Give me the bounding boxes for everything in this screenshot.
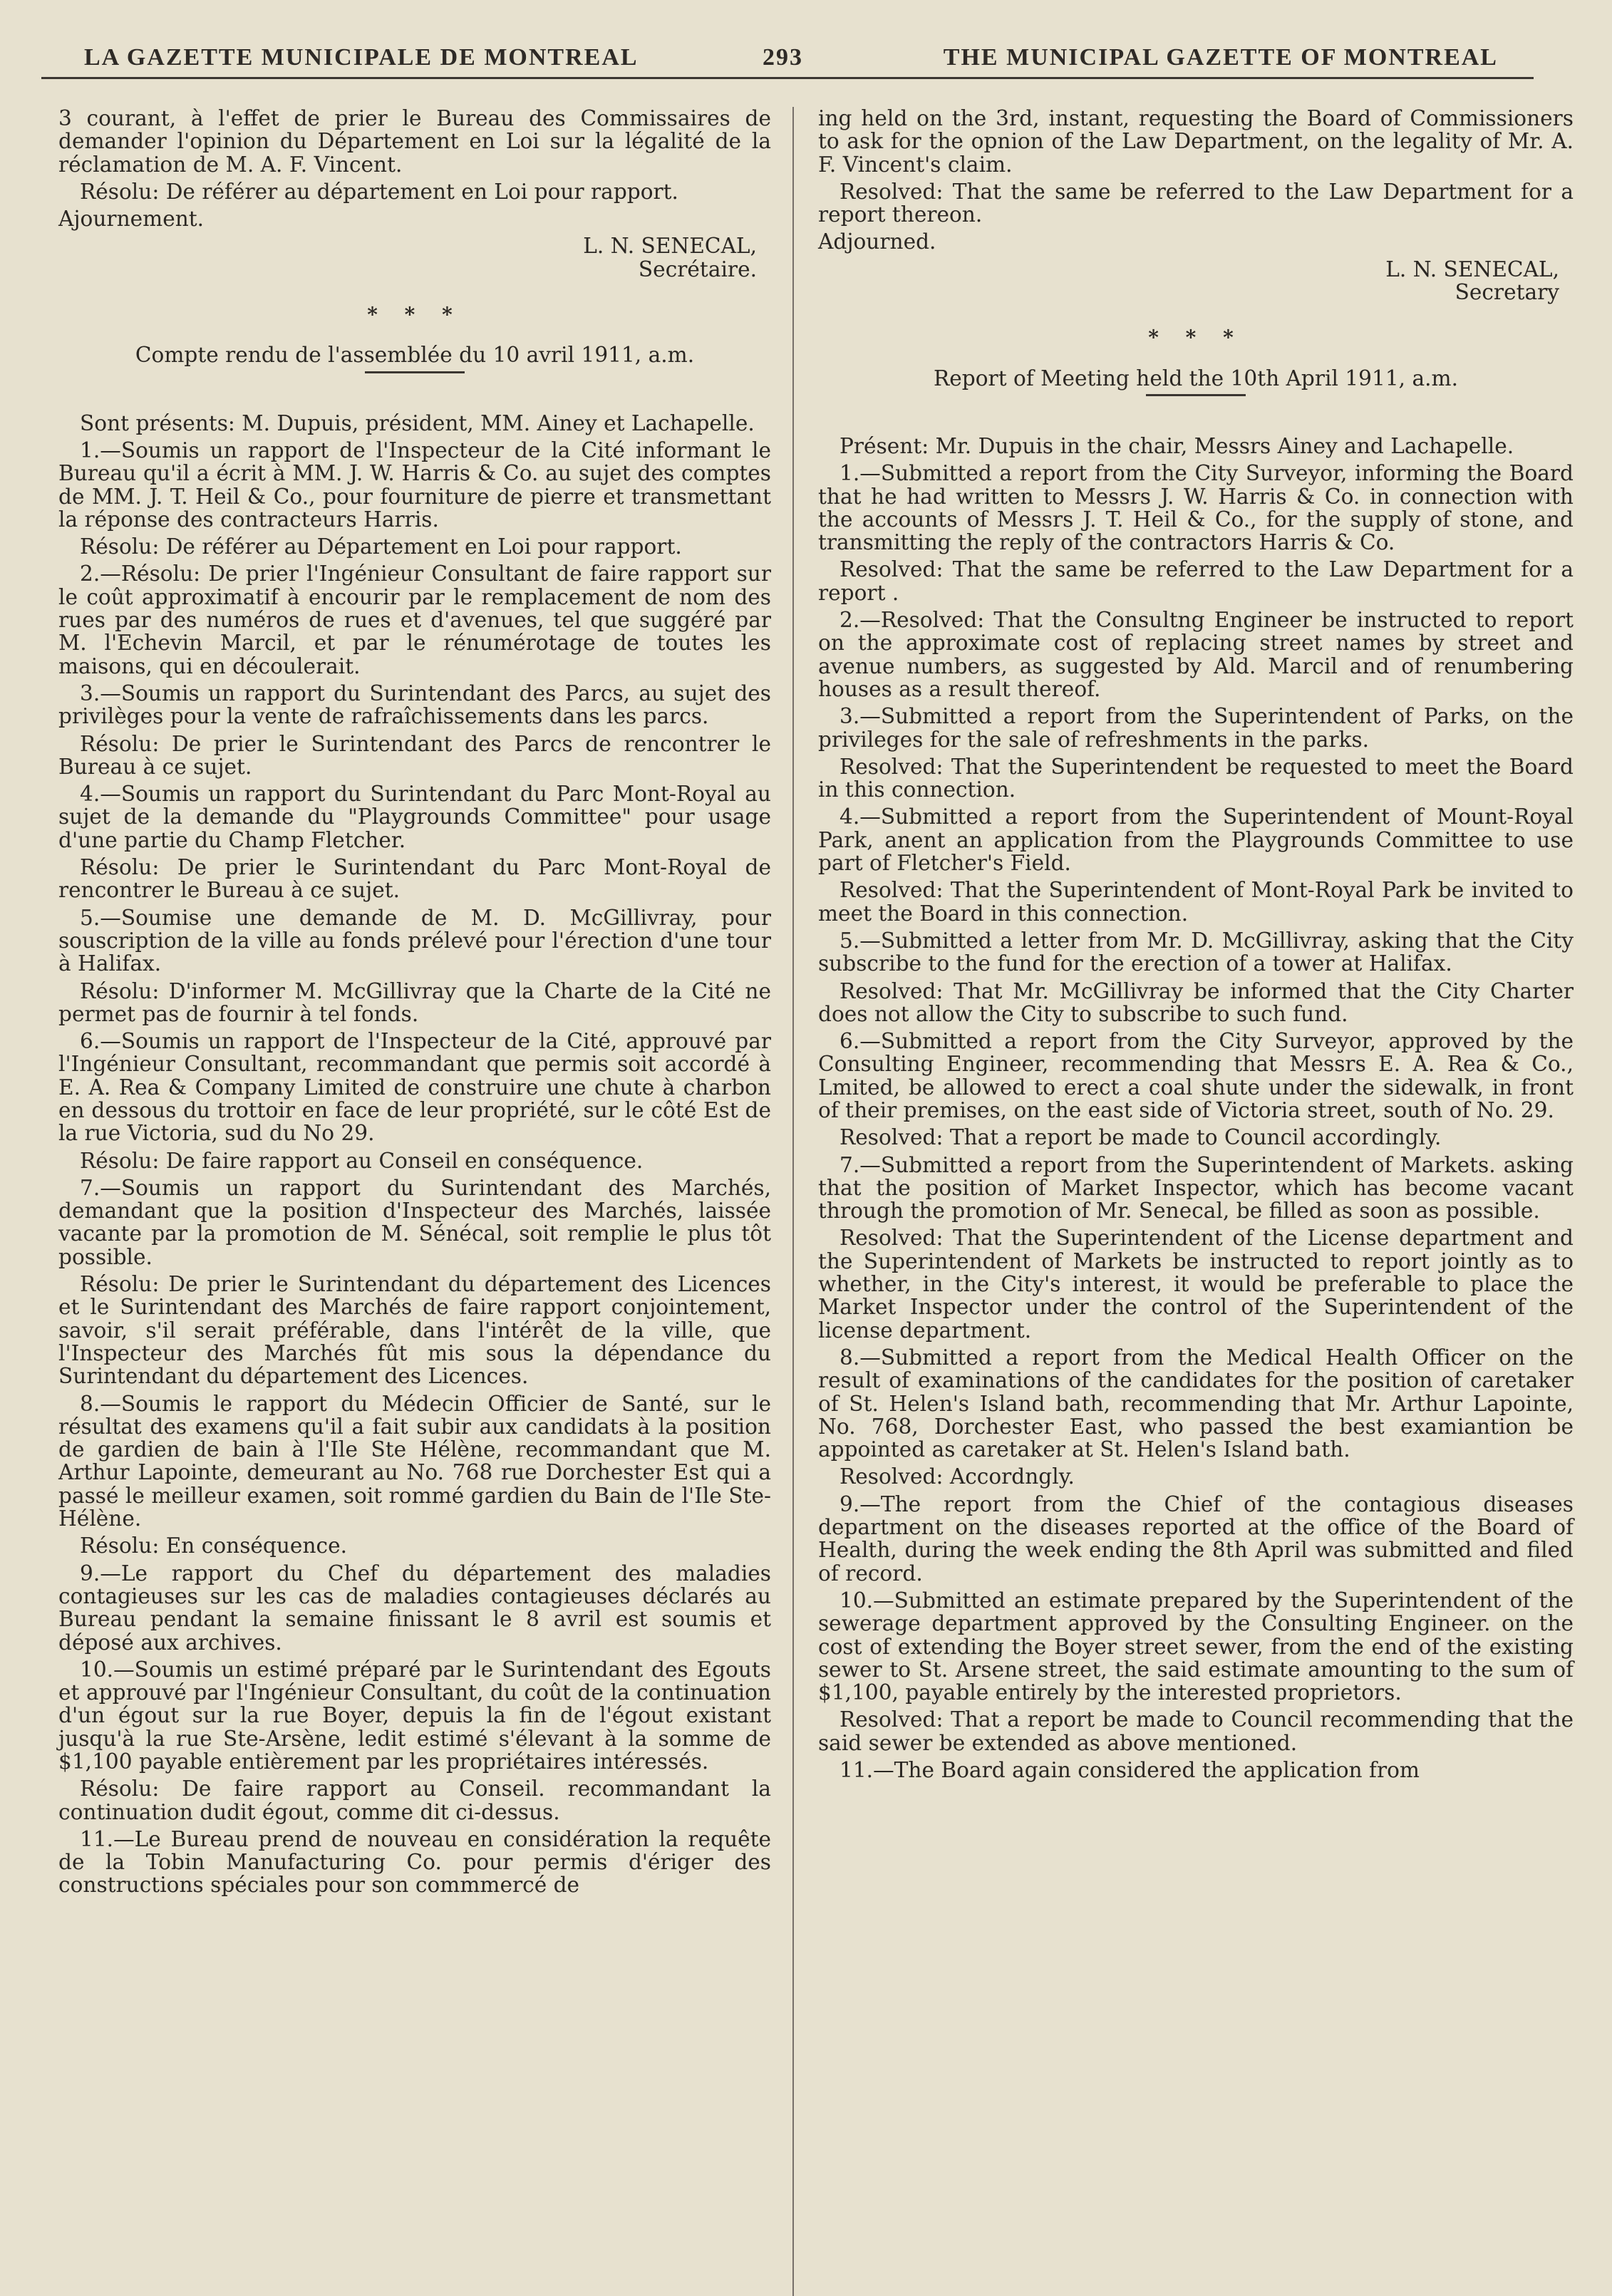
meeting-heading: Compte rendu de l'assemblée du 10 avril 1911, a.m.: [135, 343, 695, 368]
minutes-paragraph: 1.—Soumis un rapport de l'Inspecteur de la Cité informant le Bureau qu'il a écrit à MM. J. W. Harris & Co. au sujet des comptes de MM. J. T. Heil & Co., pour fourniture de pierre et transmettant la réponse des contracteurs Harris.: [58, 438, 771, 532]
minutes-paragraph: 6.—Soumis un rapport de l'Inspecteur de la Cité, approuvé par l'Ingénieur Consultant, recommandant que permis soit accordé à E. A. Rea & Company Limited de construire une chute à charbon en dessous du trottoir en face de leur propriété, sur le côté Est de la rue Victoria, sud du No 29.: [58, 1029, 771, 1146]
signature-block: [58, 234, 757, 281]
section-separator: * * *: [1148, 326, 1244, 350]
minutes-paragraph: 9.—The report from the Chief of the contagious diseases department on the diseases reported at the office of the Board of Health, during the week ending the 8th April was submitted and filed of record.: [818, 1491, 1574, 1586]
intro-resolved: Resolved: That the same be referred to the Law Department for a report thereon.: [818, 179, 1574, 227]
minutes-paragraph: Résolu: De prier le Surintendant du département des Licences et le Surintendant des Marchés de faire rapport conjointement, savoir, s'il serait préférable, dans l'intérêt de la ville, que l'Inspecteur des Marchés fût mis sous la dépendance du Surintendant du département des Licences.: [58, 1272, 771, 1389]
attendance: Présent: Mr. Dupuis in the chair, Messrs Ainey and Lachapelle.: [839, 433, 1514, 458]
minutes-paragraph: 3.—Soumis un rapport du Surintendant des Parcs, au sujet des privilèges pour la vente de rafraîchissements dans les parcs.: [58, 681, 771, 729]
intro-paragraph: 3 courant, à l'effet de prier le Bureau des Commissaires de demander l'opinion du Département en Loi sur la légalité de la réclamation de M. A. F. Vincent.: [58, 106, 771, 177]
intro-paragraph: ing held on the 3rd, instant, requesting the Board of Commissioners to ask for the opnion of the Law Department, on the legality of Mr. A. F. Vincent's claim.: [818, 106, 1574, 177]
minutes-paragraph: 9.—Le rapport du Chef du département des maladies contagieuses sur les cas de maladies contagieuses déclarés au Bureau pendant la semaine finissant le 8 avril est soumis et déposé aux archives.: [58, 1561, 771, 1655]
section-separator: * * *: [367, 303, 463, 327]
minutes-paragraph: Resolved: That the same be referred to the Law Department for a report .: [818, 557, 1574, 605]
minutes-paragraph: Résolu: De faire rapport au Conseil. recommandant la continuation dudit égout, comme dit ci-dessus.: [58, 1777, 771, 1824]
french-column: [58, 107, 771, 1901]
minutes-paragraph: Resolved: That the Superintendent be requested to meet the Board in this connection.: [818, 754, 1574, 802]
adjourned-note: Adjourned.: [818, 229, 936, 254]
signature-title: Secrétaire.: [638, 257, 757, 281]
header-right-title: THE MUNICIPAL GAZETTE OF MONTREAL: [943, 44, 1498, 71]
minutes-paragraph: 2.—Résolu: De prier l'Ingénieur Consultant de faire rapport sur le coût approximatif à encourir par le remplacement de nom des rues par des numéros de rues et d'avenues, tel que suggéré par M. l'Echevin Marcil, et par le rénumérotage de toutes les maisons, qui en découlerait.: [58, 562, 771, 678]
minutes-paragraph: 11.—The Board again considered the application from: [839, 1758, 1420, 1782]
minutes-paragraph: Résolu: De référer au Département en Loi pour rapport.: [80, 534, 682, 559]
minutes-paragraph: 6.—Submitted a report from the City Surveyor, approved by the Consulting Engineer, recommending that Messrs E. A. Rea & Co., Lmited, be allowed to erect a coal shute under the sidewalk, in front of their premises, on the east side of Victoria street, south of No. 29.: [818, 1029, 1574, 1122]
adjourned-note: Ajournement.: [58, 207, 205, 232]
minutes-paragraph: 10.—Submitted an estimate prepared by the Superintendent of the sewerage department approved by the Consulting Engineer. on the cost of extending the Boyer street sewer, from the end of the existing sewer to St. Arsene street, the said estimate amounting to the sum of $1,100, payable entirely by the interested proprietors.: [818, 1588, 1574, 1705]
heading-rule: [1146, 394, 1246, 396]
column-divider: [792, 107, 794, 2296]
minutes-paragraph: 11.—Le Bureau prend de nouveau en considération la requête de la Tobin Manufacturing Co. pour permis d'ériger des constructions spéciales pour son commmercé de: [58, 1826, 771, 1898]
header-left-title: LA GAZETTE MUNICIPALE DE MONTREAL: [84, 44, 639, 71]
minutes-paragraph: 3.—Submitted a report from the Superintendent of Parks, on the privileges for the sale of refreshments in the parks.: [818, 704, 1574, 752]
minutes-paragraph: Resolved: Accordngly.: [839, 1464, 1075, 1489]
minutes-paragraph: Resolved: That a report be made to Council recommending that the said sewer be extended as above mentioned.: [818, 1707, 1574, 1755]
minutes-paragraph: 4.—Submitted a report from the Superintendent of Mount-Royal Park, anent an application from the Playgrounds Committee to use part of Fletcher's Field.: [818, 805, 1574, 876]
minutes-paragraph: Résolu: En conséquence.: [80, 1534, 347, 1558]
minutes-paragraph: Résolu: De prier le Surintendant du Parc Mont-Royal de rencontrer le Bureau à ce sujet.: [58, 855, 771, 903]
minutes-items: [818, 462, 1574, 1782]
heading-rule: [365, 371, 465, 373]
minutes-paragraph: 1.—Submitted a report from the City Surveyor, informing the Board that he had written to Messrs J. W. Harris & Co. in connection with the accounts of Messrs J. T. Heil & Co., for the supply of stone, and transmitting the reply of the contractors Harris & Co.: [818, 461, 1574, 555]
minutes-paragraph: 10.—Soumis un estimé préparé par le Surintendant des Egouts et approuvé par l'Ingénieur Consultant, du coût de la continuation d'un égout sur la rue Boyer, depuis la fin de l'égout existant jusqu'à la rue Ste-Arsène, ledit estimé s'élevant à la somme de $1,100 payable entièrement par les propriétaires intéressés.: [58, 1657, 771, 1774]
signature-name: L. N. SENECAL,: [583, 234, 757, 259]
minutes-paragraph: 4.—Soumis un rapport du Surintendant du Parc Mont-Royal au sujet de la demande du "Playgrounds Committee" pour usage d'une partie du Champ Fletcher.: [58, 782, 771, 852]
minutes-paragraph: 8.—Submitted a report from the Medical Health Officer on the result of examinations of the candidates for the position of caretaker of St. Helen's Island bath, recommending that Mr. Arthur Lapointe, No. 768, Dorchester East, who passed the best examiantion be appointed as caretaker at St. Helen's Island bath.: [818, 1345, 1574, 1462]
minutes-paragraph: Résolu: D'informer M. McGillivray que la Charte de la Cité ne permet pas de fournir à tel fonds.: [58, 978, 771, 1026]
minutes-paragraph: Résolu: De prier le Surintendant des Parcs de rencontrer le Bureau à ce sujet.: [58, 731, 771, 779]
minutes-paragraph: Résolu: De faire rapport au Conseil en conséquence.: [80, 1148, 644, 1173]
minutes-paragraph: 2.—Resolved: That the Consultng Engineer be instructed to report on the approximate cost of replacing street names by street and avenue numbers, as suggested by Ald. Marcil and of renumbering houses as a result thereof.: [818, 608, 1574, 701]
english-column: [818, 107, 1574, 1786]
header-rule: [41, 77, 1534, 79]
minutes-paragraph: Resolved: That the Superintendent of Mont-Royal Park be invited to meet the Board in this connection.: [818, 878, 1574, 926]
minutes-paragraph: Resolved: That Mr. McGillivray be informed that the City Charter does not allow the City to subscribe to such fund.: [818, 978, 1574, 1026]
minutes-paragraph: 7.—Submitted a report from the Superintendent of Markets. asking that the position of Market Inspector, which has become vacant through the promotion of Mr. Senecal, be filled as soon as possible.: [818, 1152, 1574, 1224]
page-number: 293: [763, 44, 803, 71]
minutes-paragraph: 5.—Submitted a letter from Mr. D. McGillivray, asking that the City subscribe to the fund for the erection of a tower at Halifax.: [818, 928, 1574, 976]
minutes-paragraph: 8.—Soumis le rapport du Médecin Officier de Santé, sur le résultat des examens qu'il a fait subir aux candidats à la position de gardien de bain à l'Ile Ste Hélène, recommandant que M. Arthur Lapointe, demeurant au No. 768 rue Dorchester Est qui a passé le meilleur examen, soit rommé gardien du Bain de l'Ile Ste-Hélène.: [58, 1391, 771, 1531]
minutes-items: [58, 439, 771, 1897]
meeting-heading: Report of Meeting held the 10th April 1911, a.m.: [934, 366, 1458, 391]
attendance: Sont présents: M. Dupuis, président, MM. Ainey et Lachapelle.: [80, 410, 755, 435]
signature-name: L. N. SENECAL,: [1385, 257, 1559, 281]
minutes-paragraph: Resolved: That a report be made to Council accordingly.: [839, 1125, 1442, 1150]
signature-title: Secretary: [1455, 280, 1559, 305]
minutes-paragraph: Resolved: That the Superintendent of the License department and the Superintendent of Markets be instructed to report jointly as to whether, in the City's interest, it would be preferable to place the Market Inspector under the control of the Superintendent of the license department.: [818, 1226, 1574, 1343]
minutes-paragraph: 7.—Soumis un rapport du Surintendant des Marchés, demandant que la position d'Inspecteur des Marchés, laissée vacante par la promotion de M. Sénécal, soit remplie le plus tôt possible.: [58, 1175, 771, 1269]
intro-resolved: Résolu: De référer au département en Loi pour rapport.: [80, 179, 678, 204]
signature-block: [818, 258, 1559, 304]
minutes-paragraph: 5.—Soumise une demande de M. D. McGillivray, pour souscription de la ville au fonds prélevé pour l'érection d'une tour à Halifax.: [58, 905, 771, 976]
